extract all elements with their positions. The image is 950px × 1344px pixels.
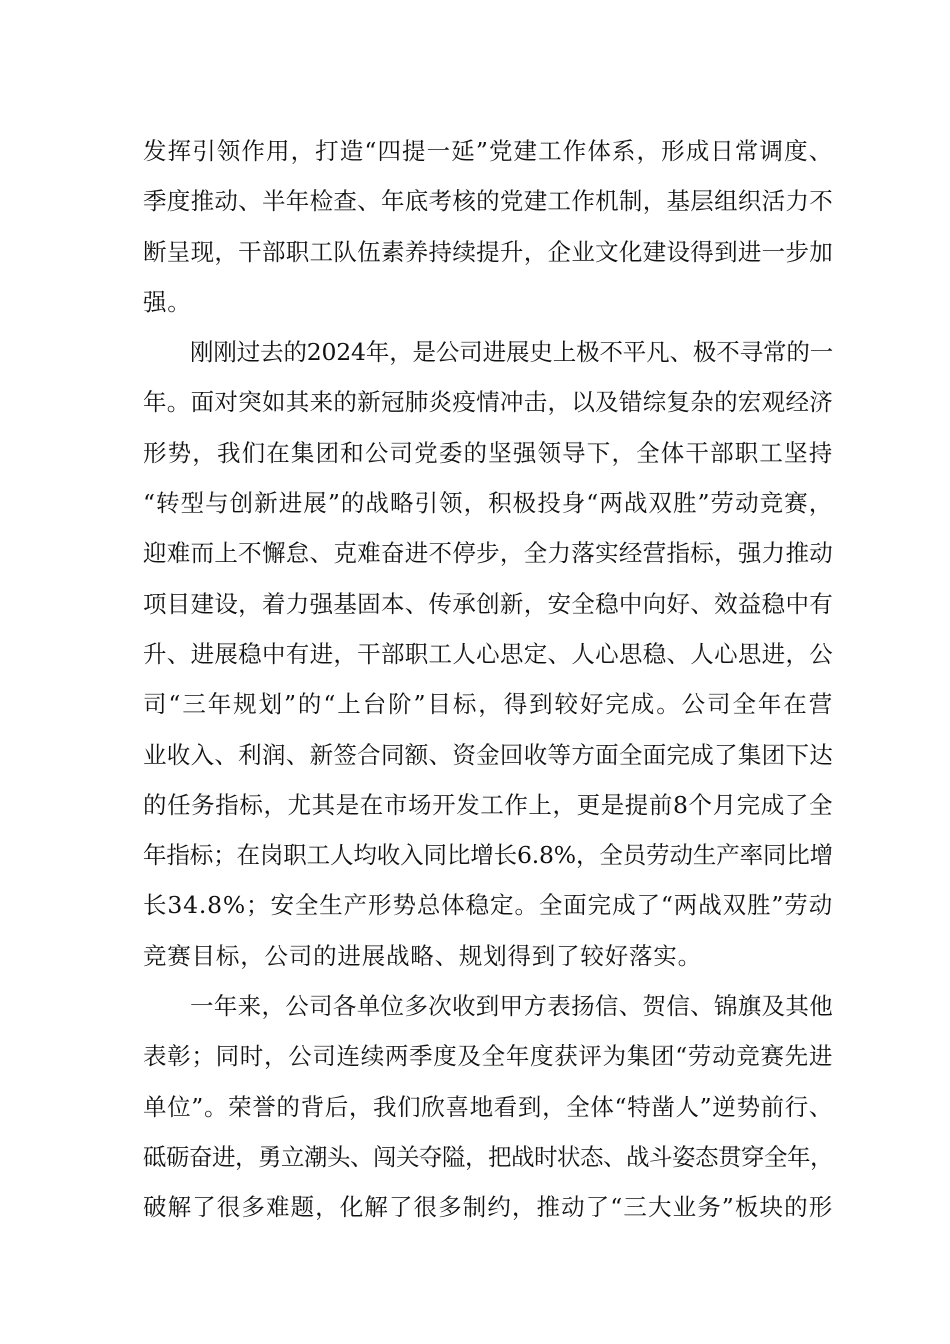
- body-line-8: “转型与创新进展”的战略引领，积极投身“两战双胜”劳动竞赛，: [143, 489, 833, 518]
- document-body: [143, 126, 833, 1233]
- body-line-16: 长34.8%；安全生产形势总体稳定。全面完成了“两战双胜”劳动: [143, 891, 833, 920]
- body-line-21: 砥砺奋进，勇立潮头、闯关夺隘，把战时状态、战斗姿态贯穿全年，: [143, 1142, 833, 1171]
- body-line-18: 一年来，公司各单位多次收到甲方表扬信、贺信、锦旗及其他: [190, 992, 833, 1021]
- body-line-10: 项目建设，着力强基固本、传承创新，安全稳中向好、效益稳中有: [143, 589, 833, 618]
- body-line-12: 司“三年规划”的“上台阶”目标，得到较好完成。公司全年在营: [143, 690, 833, 719]
- body-line-17: 竞赛目标，公司的进展战略、规划得到了较好落实。: [143, 941, 702, 970]
- body-line-13: 业收入、利润、新签合同额、资金回收等方面全面完成了集团下达: [143, 740, 833, 769]
- body-line-7: 形势，我们在集团和公司党委的坚强领导下，全体干部职工坚持: [143, 438, 833, 467]
- body-line-19: 表彰；同时，公司连续两季度及全年度获评为集团“劳动竞赛先进: [143, 1042, 833, 1071]
- body-line-4: 强。: [143, 287, 192, 316]
- body-line-15: 年指标；在岗职工人均收入同比增长6.8%，全员劳动生产率同比增: [143, 841, 833, 870]
- body-line-11: 升、进展稳中有进，干部职工人心思定、人心思稳、人心思进，公: [143, 639, 833, 668]
- body-line-9: 迎难而上不懈怠、克难奋进不停步，全力落实经营指标，强力推动: [143, 539, 833, 568]
- body-line-5: 刚刚过去的2024年，是公司进展史上极不平凡、极不寻常的一: [190, 338, 833, 367]
- body-line-22: 破解了很多难题，化解了很多制约，推动了“三大业务”板块的形: [143, 1193, 833, 1222]
- body-line-3: 断呈现，干部职工队伍素养持续提升，企业文化建设得到进一步加: [143, 237, 833, 266]
- body-line-1: 发挥引领作用，打造“四提一延”党建工作体系，形成日常调度、: [143, 137, 833, 165]
- body-line-20: 单位”。荣誉的背后，我们欣喜地看到，全体“特凿人”逆势前行、: [143, 1092, 833, 1121]
- body-line-2: 季度推动、半年检查、年底考核的党建工作机制，基层组织活力不: [143, 187, 833, 216]
- body-line-6: 年。面对突如其来的新冠肺炎疫情冲击，以及错综复杂的宏观经济: [143, 388, 833, 417]
- body-line-14: 的任务指标，尤其是在市场开发工作上，更是提前8个月完成了全: [143, 790, 833, 819]
